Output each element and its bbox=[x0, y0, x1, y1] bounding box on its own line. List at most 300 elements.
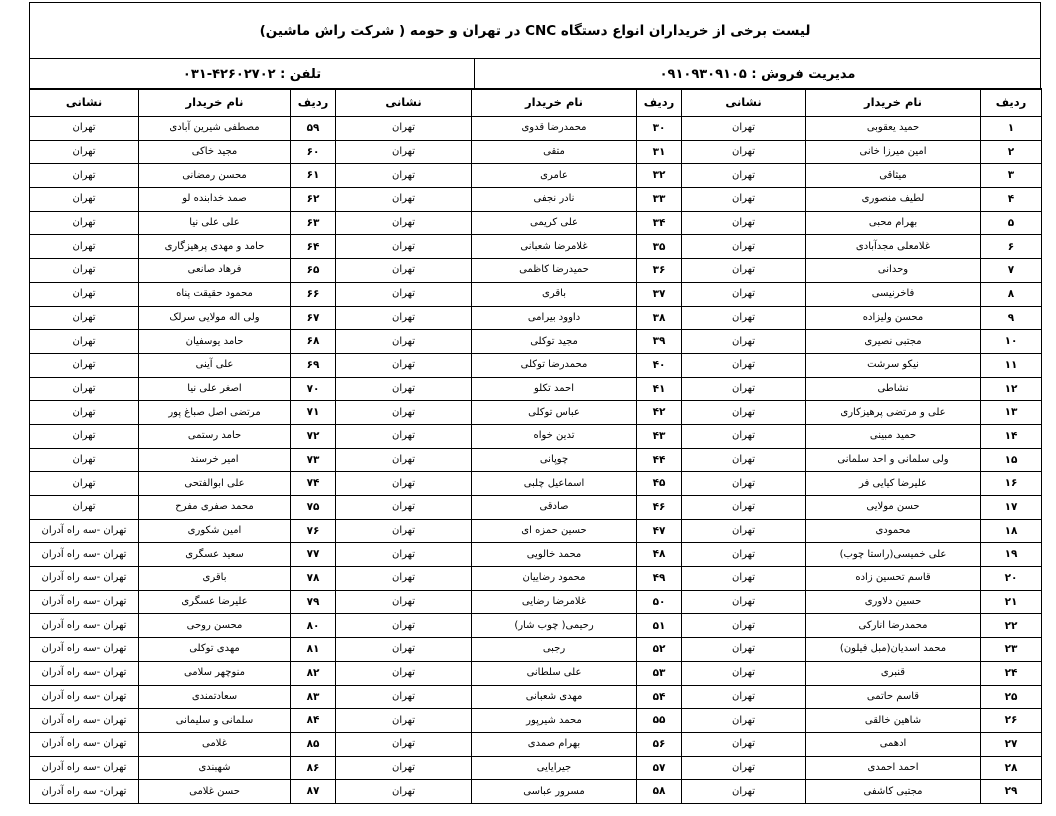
row-number-cell: ۵۲ bbox=[637, 638, 682, 662]
header-row-number: ردیف bbox=[981, 89, 1042, 117]
table-row bbox=[30, 235, 1042, 259]
address-cell: تهران bbox=[336, 638, 472, 662]
address-cell: تهران bbox=[336, 661, 472, 685]
address-cell: تهران bbox=[682, 448, 806, 472]
buyer-name-cell: میثاقی bbox=[806, 164, 981, 188]
buyer-name-cell: محمودی bbox=[806, 519, 981, 543]
address-cell: تهران bbox=[30, 306, 139, 330]
buyer-name-cell: محمد اسدیان(مبل فیلون) bbox=[806, 638, 981, 662]
row-number-cell: ۱۸ bbox=[981, 519, 1042, 543]
row-number-cell: ۹ bbox=[981, 306, 1042, 330]
buyer-name-cell: عامری bbox=[472, 164, 637, 188]
row-number-cell: ۱۱ bbox=[981, 353, 1042, 377]
row-number-cell: ۴۶ bbox=[637, 496, 682, 520]
buyer-name-cell: حامد رستمی bbox=[139, 424, 291, 448]
table-row bbox=[30, 401, 1042, 425]
table-row bbox=[30, 282, 1042, 306]
buyer-name-cell: احمد تکلو bbox=[472, 377, 637, 401]
row-number-cell: ۱۷ bbox=[981, 496, 1042, 520]
buyer-name-cell: امین شکوری bbox=[139, 519, 291, 543]
document-frame bbox=[29, 2, 1041, 90]
buyer-name-cell: محمد شیرپور bbox=[472, 709, 637, 733]
buyer-name-cell: محمدرضا قدوی bbox=[472, 117, 637, 141]
buyer-name-cell: غلامرضا رضایی bbox=[472, 590, 637, 614]
row-number-cell: ۷۶ bbox=[291, 519, 336, 543]
address-cell: تهران bbox=[30, 496, 139, 520]
phone-number: تلفن : ۴۲۶۰۲۷۰۲-۰۳۱ bbox=[182, 66, 322, 82]
buyer-name-cell: حامد یوسفیان bbox=[139, 330, 291, 354]
address-cell: تهران bbox=[30, 282, 139, 306]
buyer-name-cell: اسماعیل چلبی bbox=[472, 472, 637, 496]
buyer-name-cell: محسن رمضانی bbox=[139, 164, 291, 188]
row-number-cell: ۵۷ bbox=[637, 756, 682, 780]
row-number-cell: ۸۳ bbox=[291, 685, 336, 709]
table-row bbox=[30, 685, 1042, 709]
address-cell: تهران bbox=[682, 519, 806, 543]
address-cell: تهران -سه راه آدران bbox=[30, 519, 139, 543]
address-cell: تهران bbox=[30, 472, 139, 496]
buyer-name-cell: مهدی توکلی bbox=[139, 638, 291, 662]
row-number-cell: ۷۰ bbox=[291, 377, 336, 401]
row-number-cell: ۱۶ bbox=[981, 472, 1042, 496]
address-cell: تهران -سه راه آدران bbox=[30, 614, 139, 638]
row-number-cell: ۱۲ bbox=[981, 377, 1042, 401]
buyer-name-cell: غلامعلی مجدآبادی bbox=[806, 235, 981, 259]
address-cell: تهران bbox=[682, 330, 806, 354]
buyer-name-cell: فرهاد صانعی bbox=[139, 259, 291, 283]
table-row bbox=[30, 164, 1042, 188]
buyer-name-cell: علی سلطانی bbox=[472, 661, 637, 685]
table-row bbox=[30, 756, 1042, 780]
address-cell: تهران bbox=[336, 496, 472, 520]
buyer-name-cell: ولی اله مولایی سرلک bbox=[139, 306, 291, 330]
row-number-cell: ۱۹ bbox=[981, 543, 1042, 567]
address-cell: تهران -سه راه آدران bbox=[30, 543, 139, 567]
buyer-name-cell: غلامرضا شعبانی bbox=[472, 235, 637, 259]
table-row bbox=[30, 709, 1042, 733]
buyer-name-cell: سعید عسگری bbox=[139, 543, 291, 567]
row-number-cell: ۸۰ bbox=[291, 614, 336, 638]
address-cell: تهران bbox=[30, 188, 139, 212]
row-number-cell: ۸۵ bbox=[291, 732, 336, 756]
address-cell: تهران bbox=[336, 472, 472, 496]
table-row bbox=[30, 472, 1042, 496]
address-cell: تهران bbox=[336, 306, 472, 330]
buyer-name-cell: اصغر علی نیا bbox=[139, 377, 291, 401]
buyer-name-cell: باقری bbox=[472, 282, 637, 306]
row-number-cell: ۸ bbox=[981, 282, 1042, 306]
table-row bbox=[30, 780, 1042, 804]
table-row bbox=[30, 732, 1042, 756]
buyer-name-cell: مجتبی نصیری bbox=[806, 330, 981, 354]
buyer-name-cell: محمد خالویی bbox=[472, 543, 637, 567]
address-cell: تهران -سه راه آدران bbox=[30, 567, 139, 591]
address-cell: تهران bbox=[682, 164, 806, 188]
buyer-name-cell: صمد خدابنده لو bbox=[139, 188, 291, 212]
address-cell: تهران bbox=[682, 140, 806, 164]
row-number-cell: ۳۱ bbox=[637, 140, 682, 164]
address-cell: تهران bbox=[682, 211, 806, 235]
buyer-name-cell: باقری bbox=[139, 567, 291, 591]
buyer-name-cell: محسن ولیزاده bbox=[806, 306, 981, 330]
buyer-name-cell: صادقی bbox=[472, 496, 637, 520]
row-number-cell: ۶ bbox=[981, 235, 1042, 259]
row-number-cell: ۵۳ bbox=[637, 661, 682, 685]
address-cell: تهران bbox=[30, 448, 139, 472]
buyer-name-cell: فاخرنیسی bbox=[806, 282, 981, 306]
address-cell: تهران bbox=[336, 685, 472, 709]
address-cell: تهران bbox=[336, 401, 472, 425]
address-cell: تهران bbox=[682, 685, 806, 709]
address-cell: تهران bbox=[336, 235, 472, 259]
buyer-name-cell: بهرام محبی bbox=[806, 211, 981, 235]
buyer-name-cell: جیرایایی bbox=[472, 756, 637, 780]
address-cell: تهران bbox=[30, 259, 139, 283]
buyer-name-cell: محمدرضا توکلی bbox=[472, 353, 637, 377]
buyer-name-cell: علیرضا کیایی فر bbox=[806, 472, 981, 496]
contact-bar bbox=[30, 59, 1040, 89]
row-number-cell: ۵۱ bbox=[637, 614, 682, 638]
buyer-name-cell: مصطفی شیرین آبادی bbox=[139, 117, 291, 141]
buyer-name-cell: منوچهر سلامی bbox=[139, 661, 291, 685]
buyer-name-cell: وحدانی bbox=[806, 259, 981, 283]
row-number-cell: ۲۶ bbox=[981, 709, 1042, 733]
header-row-number: ردیف bbox=[291, 89, 336, 117]
buyer-name-cell: رجبی bbox=[472, 638, 637, 662]
row-number-cell: ۵۰ bbox=[637, 590, 682, 614]
row-number-cell: ۳۵ bbox=[637, 235, 682, 259]
buyer-name-cell: رحیمی( چوب شار) bbox=[472, 614, 637, 638]
buyer-name-cell: محمد صفری مفرح bbox=[139, 496, 291, 520]
buyer-name-cell: عباس توکلی bbox=[472, 401, 637, 425]
row-number-cell: ۶۰ bbox=[291, 140, 336, 164]
row-number-cell: ۳ bbox=[981, 164, 1042, 188]
buyer-name-cell: حامد و مهدی پرهیزگاری bbox=[139, 235, 291, 259]
table-row bbox=[30, 638, 1042, 662]
row-number-cell: ۳۲ bbox=[637, 164, 682, 188]
buyer-name-cell: چوپانی bbox=[472, 448, 637, 472]
buyer-name-cell: غلامی bbox=[139, 732, 291, 756]
address-cell: تهران bbox=[682, 472, 806, 496]
header-address: نشانی bbox=[30, 89, 139, 117]
row-number-cell: ۲۴ bbox=[981, 661, 1042, 685]
address-cell: تهران bbox=[30, 377, 139, 401]
table-row bbox=[30, 211, 1042, 235]
buyer-name-cell: محسن روحی bbox=[139, 614, 291, 638]
buyer-name-cell: حمید مبینی bbox=[806, 424, 981, 448]
header-address: نشانی bbox=[336, 89, 472, 117]
address-cell: تهران bbox=[682, 496, 806, 520]
address-cell: تهران bbox=[336, 330, 472, 354]
address-cell: تهران bbox=[336, 117, 472, 141]
table-row bbox=[30, 519, 1042, 543]
buyer-name-cell: نیکو سرشت bbox=[806, 353, 981, 377]
row-number-cell: ۵۴ bbox=[637, 685, 682, 709]
buyer-name-cell: داوود بیرامی bbox=[472, 306, 637, 330]
row-number-cell: ۵۶ bbox=[637, 732, 682, 756]
sales-manager: مدیریت فروش : ۰۹۱۰۹۳۰۹۱۰۵ bbox=[474, 59, 1040, 89]
address-cell: تهران bbox=[682, 780, 806, 804]
row-number-cell: ۴۷ bbox=[637, 519, 682, 543]
row-number-cell: ۶۲ bbox=[291, 188, 336, 212]
buyer-name-cell: بهرام صمدی bbox=[472, 732, 637, 756]
row-number-cell: ۸۴ bbox=[291, 709, 336, 733]
address-cell: تهران bbox=[30, 235, 139, 259]
address-cell: تهران bbox=[682, 543, 806, 567]
address-cell: تهران -سه راه آدران bbox=[30, 638, 139, 662]
table-row bbox=[30, 330, 1042, 354]
row-number-cell: ۳۳ bbox=[637, 188, 682, 212]
buyer-name-cell: علی خمیسی(راستا چوب) bbox=[806, 543, 981, 567]
row-number-cell: ۷۱ bbox=[291, 401, 336, 425]
table-row bbox=[30, 188, 1042, 212]
header-buyer: نام خریدار bbox=[139, 89, 291, 117]
row-number-cell: ۵۹ bbox=[291, 117, 336, 141]
row-number-cell: ۴۸ bbox=[637, 543, 682, 567]
address-cell: تهران bbox=[336, 709, 472, 733]
buyer-name-cell: مجید توکلی bbox=[472, 330, 637, 354]
address-cell: تهران -سه راه آدران bbox=[30, 756, 139, 780]
row-number-cell: ۲۳ bbox=[981, 638, 1042, 662]
row-number-cell: ۶۳ bbox=[291, 211, 336, 235]
buyer-name-cell: علی ابوالفتحی bbox=[139, 472, 291, 496]
address-cell: تهران bbox=[682, 282, 806, 306]
table-row bbox=[30, 543, 1042, 567]
address-cell: تهران bbox=[682, 567, 806, 591]
buyer-name-cell: علی علی نیا bbox=[139, 211, 291, 235]
address-cell: تهران bbox=[682, 756, 806, 780]
buyer-name-cell: حمید یعقوبی bbox=[806, 117, 981, 141]
address-cell: تهران bbox=[336, 140, 472, 164]
buyer-name-cell: مجید خاکی bbox=[139, 140, 291, 164]
table-row bbox=[30, 590, 1042, 614]
row-number-cell: ۳۹ bbox=[637, 330, 682, 354]
row-number-cell: ۱۴ bbox=[981, 424, 1042, 448]
row-number-cell: ۴۰ bbox=[637, 353, 682, 377]
row-number-cell: ۷۷ bbox=[291, 543, 336, 567]
table-row bbox=[30, 117, 1042, 141]
buyer-name-cell: احمد احمدی bbox=[806, 756, 981, 780]
address-cell: تهران- سه راه آدران bbox=[30, 780, 139, 804]
address-cell: تهران bbox=[30, 140, 139, 164]
table-row bbox=[30, 448, 1042, 472]
buyer-name-cell: لطیف منصوری bbox=[806, 188, 981, 212]
row-number-cell: ۳۰ bbox=[637, 117, 682, 141]
address-cell: تهران bbox=[336, 377, 472, 401]
buyer-name-cell: مجتبی کاشفی bbox=[806, 780, 981, 804]
address-cell: تهران bbox=[682, 235, 806, 259]
row-number-cell: ۷۸ bbox=[291, 567, 336, 591]
buyer-name-cell: علی و مرتضی پرهیزکاری bbox=[806, 401, 981, 425]
buyer-name-cell: ادهمی bbox=[806, 732, 981, 756]
address-cell: تهران bbox=[682, 661, 806, 685]
row-number-cell: ۳۴ bbox=[637, 211, 682, 235]
row-number-cell: ۵ bbox=[981, 211, 1042, 235]
row-number-cell: ۱۵ bbox=[981, 448, 1042, 472]
row-number-cell: ۷۲ bbox=[291, 424, 336, 448]
row-number-cell: ۶۶ bbox=[291, 282, 336, 306]
buyer-name-cell: نادر نجفی bbox=[472, 188, 637, 212]
table-row bbox=[30, 567, 1042, 591]
address-cell: تهران bbox=[682, 117, 806, 141]
row-number-cell: ۲۵ bbox=[981, 685, 1042, 709]
table-row bbox=[30, 614, 1042, 638]
address-cell: تهران bbox=[682, 259, 806, 283]
address-cell: تهران bbox=[682, 614, 806, 638]
table-row bbox=[30, 306, 1042, 330]
buyer-name-cell: شاهین خالقی bbox=[806, 709, 981, 733]
address-cell: تهران bbox=[336, 164, 472, 188]
address-cell: تهران bbox=[682, 377, 806, 401]
row-number-cell: ۴۵ bbox=[637, 472, 682, 496]
address-cell: تهران bbox=[336, 543, 472, 567]
row-number-cell: ۷ bbox=[981, 259, 1042, 283]
buyer-name-cell: علیرضا عسگری bbox=[139, 590, 291, 614]
buyer-name-cell: حسین دلاوری bbox=[806, 590, 981, 614]
row-number-cell: ۲۲ bbox=[981, 614, 1042, 638]
header-row-number: ردیف bbox=[637, 89, 682, 117]
row-number-cell: ۶۸ bbox=[291, 330, 336, 354]
buyer-name-cell: علی آینی bbox=[139, 353, 291, 377]
table-row bbox=[30, 259, 1042, 283]
row-number-cell: ۴۳ bbox=[637, 424, 682, 448]
address-cell: تهران bbox=[682, 590, 806, 614]
row-number-cell: ۸۱ bbox=[291, 638, 336, 662]
row-number-cell: ۴۴ bbox=[637, 448, 682, 472]
address-cell: تهران bbox=[30, 330, 139, 354]
buyer-name-cell: قاسم تحسین زاده bbox=[806, 567, 981, 591]
address-cell: تهران -سه راه آدران bbox=[30, 685, 139, 709]
address-cell: تهران bbox=[30, 401, 139, 425]
row-number-cell: ۸۷ bbox=[291, 780, 336, 804]
row-number-cell: ۴ bbox=[981, 188, 1042, 212]
address-cell: تهران bbox=[682, 306, 806, 330]
buyer-name-cell: محمود رضاییان bbox=[472, 567, 637, 591]
buyer-name-cell: قنبری bbox=[806, 661, 981, 685]
address-cell: تهران bbox=[336, 188, 472, 212]
row-number-cell: ۵۸ bbox=[637, 780, 682, 804]
address-cell: تهران bbox=[682, 709, 806, 733]
page-title: لیست برخی از خریداران انواع دستگاه CNC در تهران و حومه ( شرکت راش ماشین) bbox=[30, 3, 1040, 59]
table-row bbox=[30, 140, 1042, 164]
row-number-cell: ۱۳ bbox=[981, 401, 1042, 425]
address-cell: تهران bbox=[682, 638, 806, 662]
row-number-cell: ۵۵ bbox=[637, 709, 682, 733]
address-cell: تهران bbox=[336, 211, 472, 235]
buyer-name-cell: حسن غلامی bbox=[139, 780, 291, 804]
row-number-cell: ۴۲ bbox=[637, 401, 682, 425]
address-cell: تهران bbox=[336, 614, 472, 638]
buyer-name-cell: حمیدرضا کاظمی bbox=[472, 259, 637, 283]
address-cell: تهران bbox=[682, 353, 806, 377]
row-number-cell: ۷۹ bbox=[291, 590, 336, 614]
buyer-name-cell: مهدی شعبانی bbox=[472, 685, 637, 709]
buyer-name-cell: امیر خرسند bbox=[139, 448, 291, 472]
table-row bbox=[30, 377, 1042, 401]
address-cell: تهران bbox=[336, 448, 472, 472]
row-number-cell: ۲۱ bbox=[981, 590, 1042, 614]
address-cell: تهران bbox=[30, 117, 139, 141]
row-number-cell: ۲۹ bbox=[981, 780, 1042, 804]
address-cell: تهران bbox=[682, 424, 806, 448]
buyer-name-cell: مرتضی اصل صباغ پور bbox=[139, 401, 291, 425]
row-number-cell: ۷۴ bbox=[291, 472, 336, 496]
row-number-cell: ۲۷ bbox=[981, 732, 1042, 756]
table-row bbox=[30, 353, 1042, 377]
address-cell: تهران bbox=[336, 259, 472, 283]
address-cell: تهران bbox=[336, 519, 472, 543]
address-cell: تهران bbox=[30, 353, 139, 377]
header-address: نشانی bbox=[682, 89, 806, 117]
address-cell: تهران bbox=[336, 567, 472, 591]
buyer-name-cell: ولی سلمانی و احد سلمانی bbox=[806, 448, 981, 472]
row-number-cell: ۸۶ bbox=[291, 756, 336, 780]
buyer-name-cell: محمدرضا انارکی bbox=[806, 614, 981, 638]
row-number-cell: ۴۹ bbox=[637, 567, 682, 591]
buyer-name-cell: نشاطی bbox=[806, 377, 981, 401]
address-cell: تهران bbox=[336, 780, 472, 804]
buyer-name-cell: مسرور عباسی bbox=[472, 780, 637, 804]
buyer-name-cell: حسن مولایی bbox=[806, 496, 981, 520]
row-number-cell: ۲۸ bbox=[981, 756, 1042, 780]
address-cell: تهران bbox=[30, 164, 139, 188]
row-number-cell: ۳۸ bbox=[637, 306, 682, 330]
table-row bbox=[30, 496, 1042, 520]
buyer-name-cell: حسین حمزه ای bbox=[472, 519, 637, 543]
buyer-name-cell: امین میرزا خانی bbox=[806, 140, 981, 164]
row-number-cell: ۸۲ bbox=[291, 661, 336, 685]
buyer-name-cell: تدین خواه bbox=[472, 424, 637, 448]
address-cell: تهران bbox=[336, 424, 472, 448]
row-number-cell: ۶۷ bbox=[291, 306, 336, 330]
row-number-cell: ۳۶ bbox=[637, 259, 682, 283]
address-cell: تهران bbox=[336, 756, 472, 780]
address-cell: تهران bbox=[682, 732, 806, 756]
table-row bbox=[30, 424, 1042, 448]
address-cell: تهران bbox=[30, 424, 139, 448]
buyer-name-cell: محمود حقیقت پناه bbox=[139, 282, 291, 306]
buyer-name-cell: شهبندی bbox=[139, 756, 291, 780]
table-row bbox=[30, 661, 1042, 685]
row-number-cell: ۶۴ bbox=[291, 235, 336, 259]
address-cell: تهران bbox=[336, 353, 472, 377]
row-number-cell: ۴۱ bbox=[637, 377, 682, 401]
row-number-cell: ۲ bbox=[981, 140, 1042, 164]
table-header-row bbox=[30, 89, 1042, 117]
row-number-cell: ۶۹ bbox=[291, 353, 336, 377]
buyers-table bbox=[29, 88, 1042, 804]
address-cell: تهران -سه راه آدران bbox=[30, 590, 139, 614]
row-number-cell: ۶۵ bbox=[291, 259, 336, 283]
address-cell: تهران -سه راه آدران bbox=[30, 661, 139, 685]
buyer-name-cell: سعادتمندی bbox=[139, 685, 291, 709]
buyer-name-cell: علی کریمی bbox=[472, 211, 637, 235]
row-number-cell: ۶۱ bbox=[291, 164, 336, 188]
header-buyer: نام خریدار bbox=[806, 89, 981, 117]
address-cell: تهران -سه راه آدران bbox=[30, 732, 139, 756]
row-number-cell: ۷۳ bbox=[291, 448, 336, 472]
address-cell: تهران bbox=[336, 732, 472, 756]
buyer-name-cell: متقی bbox=[472, 140, 637, 164]
row-number-cell: ۷۵ bbox=[291, 496, 336, 520]
address-cell: تهران bbox=[30, 211, 139, 235]
address-cell: تهران bbox=[336, 282, 472, 306]
row-number-cell: ۱۰ bbox=[981, 330, 1042, 354]
buyer-name-cell: قاسم حاتمی bbox=[806, 685, 981, 709]
address-cell: تهران bbox=[682, 401, 806, 425]
row-number-cell: ۳۷ bbox=[637, 282, 682, 306]
address-cell: تهران bbox=[336, 590, 472, 614]
